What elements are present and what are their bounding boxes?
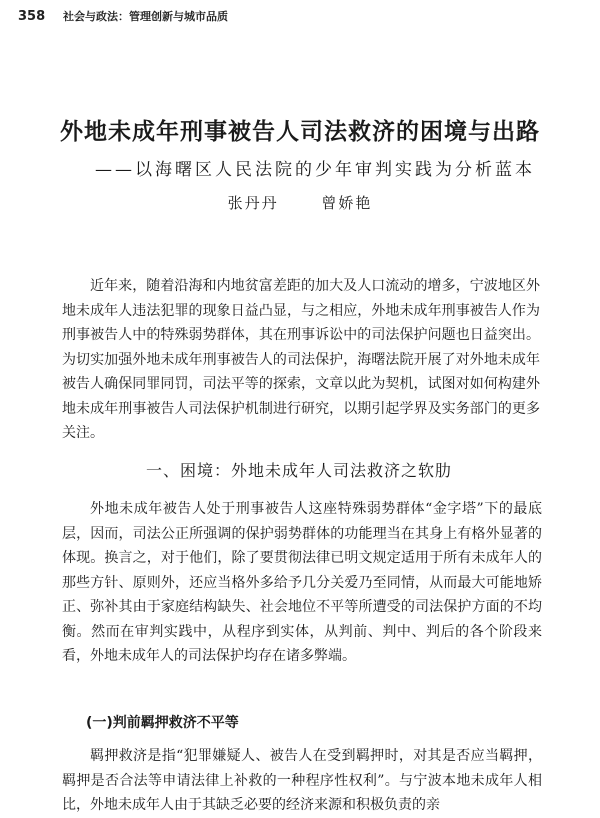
section-heading: 一、困境：外地未成年人司法救济之软肋 <box>146 461 453 480</box>
article-title: 外地未成年刑事被告人司法救济的困境与出路 <box>60 118 540 145</box>
running-title: 社会与政法：管理创新与城市品质 <box>62 10 228 23</box>
author-name: 曾娇艳 <box>321 194 373 212</box>
article-subtitle: ——以海曙区人民法院的少年审判实践为分析蓝本 <box>95 160 535 180</box>
running-header <box>18 8 228 24</box>
page-number: 358 <box>18 9 46 24</box>
abstract-paragraph: 近年来，随着沿海和内地贫富差距的加大及人口流动的增多，宁波地区外地未成年人违法犯罪的现象日益凸显，与之相应，外地未成年刑事被告人作为刑事被告人中的特殊弱势群体，其在刑事诉讼中的司法保护问题也日益突出。为切实加强外地未成年刑事被告人的司法保护，海曙法院开展了对外地未成年被告人确保同罪同罚，司法平等的探索，文章以此为契机，试图对如何构建外地未成年刑事被告人司法保护机制进行研究，以期引起学界及实务部门的更多关注。 <box>62 278 540 441</box>
subsection-heading: (一)判前羁押救济不平等 <box>86 715 239 731</box>
author-list <box>0 192 600 213</box>
body-paragraph: 外地未成年被告人处于刑事被告人这座特殊弱势群体“金字塔”下的最底层，因而，司法公正所强调的保护弱势群体的功能理当在其身上有格外显著的体现。换言之，对于他们，除了要贯彻法律已明文规定适用于所有未成年人的那些方针、原则外，还应当格外多给予几分关爱乃至同情，从而最大可能地矫正、弥补其由于家庭结构缺失、社会地位不平等所遭受的司法保护方面的不均衡。然而在审判实践中，从程序到实体，从判前、判中、判后的各个阶段来看，外地未成年人的司法保护均存在诸多弊端。 <box>62 501 542 664</box>
author-name: 张丹丹 <box>227 194 279 212</box>
body-paragraph: 羁押救济是指“犯罪嫌疑人、被告人在受到羁押时，对其是否应当羁押，羁押是否合法等申请法律上补救的一种程序性权利”。与宁波本地未成年人相比，外地未成年人由于其缺乏必要的经济来源和积极负责的亲 <box>62 748 542 813</box>
